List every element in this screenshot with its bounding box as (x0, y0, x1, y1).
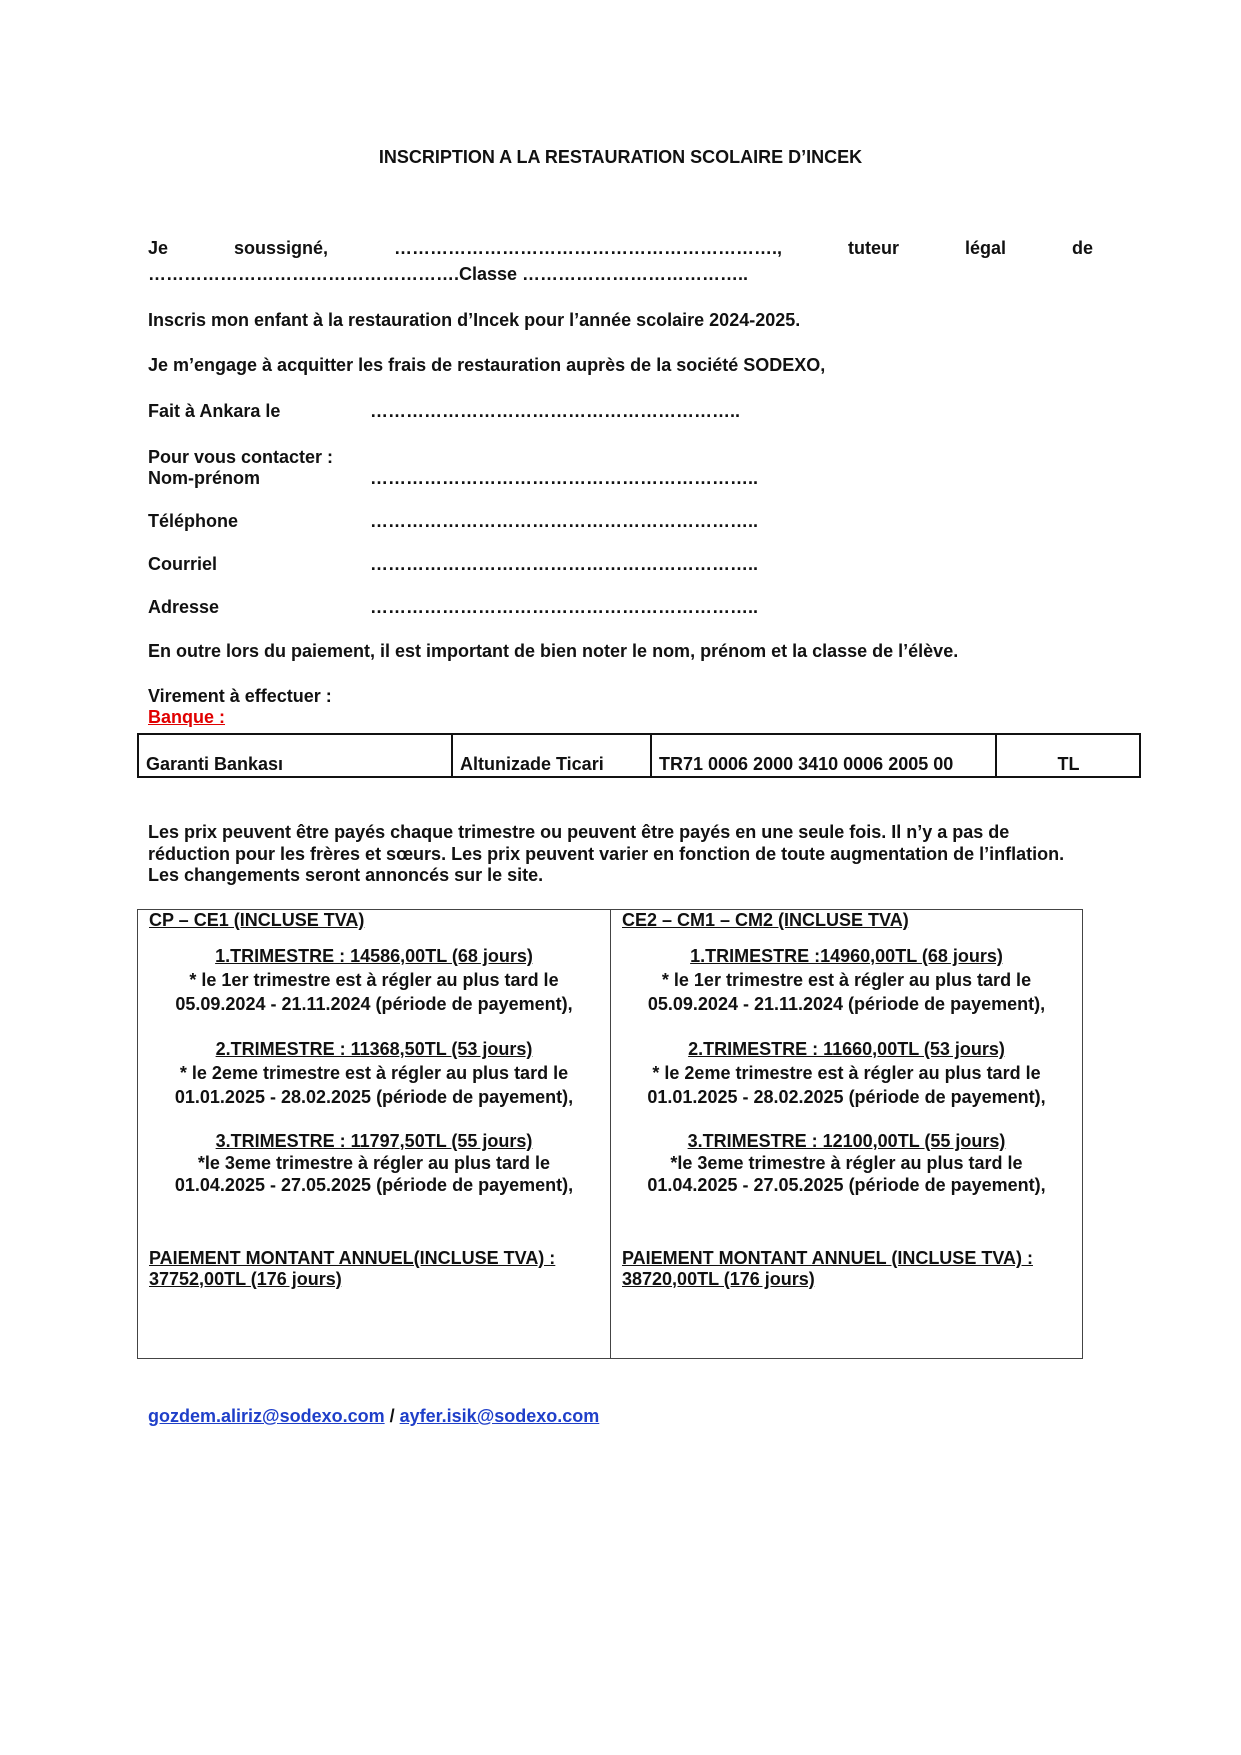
email-field-label: Courriel (148, 554, 218, 574)
transfer-heading: Virement à effectuer : (148, 686, 332, 706)
contact-heading: Pour vous contacter : (148, 447, 334, 467)
term-period: 01.04.2025 - 27.05.2025 (période de payement), (647, 1175, 1046, 1195)
annual-amount (149, 1248, 555, 1290)
phone-field-blank: ……………………………………………………….. (370, 511, 759, 531)
annual-amount (622, 1248, 1033, 1290)
term-period: 05.09.2024 - 21.11.2024 (période de payement), (647, 994, 1046, 1014)
word-tuteur: tuteur (847, 238, 899, 258)
word-de: de (1071, 238, 1093, 258)
bank-name-cell: Garanti Bankası (138, 734, 452, 777)
term-period: 05.09.2024 - 21.11.2024 (période de payement), (175, 994, 573, 1014)
prices-paragraph: Les prix peuvent être payés chaque trimestre ou peuvent être payés en une seule fois. Il n’y a pas de réduction pour les frères et sœurs. Les prix peuvent varier en fonction de toute augmentation de l’inflation. Les changements seront annoncés sur le site. (148, 822, 1065, 885)
term-deadline: * le 1er trimestre est à régler au plus tard le (189, 970, 559, 990)
term-1 (138, 944, 610, 1016)
term-3 (138, 1130, 610, 1196)
term-deadline: * le 1er trimestre est à régler au plus tard le (661, 970, 1032, 990)
annual-label: PAIEMENT MONTANT ANNUEL (INCLUSE TVA) : (622, 1248, 1033, 1268)
term-deadline: *le 3eme trimestre à régler au plus tard le (670, 1153, 1023, 1173)
tariff-header: CE2 – CM1 – CM2 (INCLUSE TVA) (622, 910, 909, 930)
term-1 (611, 944, 1082, 1016)
payment-note: En outre lors du paiement, il est important de bien noter le nom, prénom et la classe de l’élève. (148, 641, 959, 661)
phone-field-label: Téléphone (148, 511, 239, 531)
term-2 (611, 1037, 1082, 1109)
email-separator: / (384, 1406, 400, 1426)
term-period: 01.04.2025 - 27.05.2025 (période de payement), (174, 1175, 574, 1195)
term-title: 3.TRIMESTRE : 11797,50TL (55 jours) (215, 1131, 533, 1151)
commitment-statement: Je m’engage à acquitter les frais de restauration auprès de la société SODEXO, (148, 355, 826, 375)
annual-label: PAIEMENT MONTANT ANNUEL(INCLUSE TVA) : (149, 1248, 556, 1268)
name-field-label: Nom-prénom (148, 468, 260, 488)
term-deadline: * le 2eme trimestre est à régler au plus tard le (652, 1063, 1041, 1083)
word-soussigne: soussigné, (234, 238, 329, 258)
place-date-label: Fait à Ankara le (148, 401, 281, 421)
term-2 (138, 1037, 610, 1109)
child-class-line: …………………………………………….Classe ……………………………….. (148, 264, 749, 284)
place-date-blank: …………………………………………………….. (370, 401, 741, 421)
email-link-ayfer[interactable]: ayfer.isik@sodexo.com (399, 1406, 600, 1426)
term-title: 2.TRIMESTRE : 11660,00TL (53 jours) (688, 1039, 1005, 1059)
term-period: 01.01.2025 - 28.02.2025 (période de payement), (174, 1087, 574, 1107)
term-3 (611, 1130, 1082, 1196)
term-deadline: *le 3eme trimestre à régler au plus tard le (197, 1153, 551, 1173)
bank-label: Banque : (148, 707, 226, 727)
iban-cell: TR71 0006 2000 3410 0006 2005 00 (651, 734, 996, 777)
name-blank: ………………………………………………………., (394, 238, 783, 258)
word-legal: légal (964, 238, 1006, 258)
term-title: 1.TRIMESTRE : 14586,00TL (68 jours) (215, 946, 533, 966)
address-field-blank: ……………………………………………………….. (370, 597, 759, 617)
tariff-header: CP – CE1 (INCLUSE TVA) (149, 910, 365, 930)
term-period: 01.01.2025 - 28.02.2025 (période de payement), (647, 1087, 1046, 1107)
email-field-blank: ……………………………………………………….. (370, 554, 759, 574)
tariff-box-cp-ce1 (137, 909, 611, 1359)
undersigned-line (148, 238, 1093, 259)
annual-value: 37752,00TL (176 jours) (149, 1269, 342, 1289)
tariff-box-ce2-cm2 (610, 909, 1083, 1359)
email-link-gozdem[interactable]: gozdem.aliriz@sodexo.com (148, 1406, 385, 1426)
term-title: 3.TRIMESTRE : 12100,00TL (55 jours) (687, 1131, 1006, 1151)
currency-cell: TL (996, 734, 1140, 777)
address-field-label: Adresse (148, 597, 220, 617)
enroll-statement: Inscris mon enfant à la restauration d’Incek pour l’année scolaire 2024-2025. (148, 310, 801, 330)
contact-emails (148, 1406, 599, 1427)
name-field-blank: ……………………………………………………….. (370, 468, 759, 488)
term-title: 2.TRIMESTRE : 11368,50TL (53 jours) (215, 1039, 533, 1059)
branch-cell: Altunizade Ticari (452, 734, 651, 777)
term-title: 1.TRIMESTRE :14960,00TL (68 jours) (690, 946, 1003, 966)
term-deadline: * le 2eme trimestre est à régler au plus tard le (179, 1063, 569, 1083)
document-title: INSCRIPTION A LA RESTAURATION SCOLAIRE D’INCEK (378, 147, 863, 167)
table-row (138, 734, 1140, 777)
annual-value: 38720,00TL (176 jours) (622, 1269, 815, 1289)
word-je: Je (148, 238, 169, 258)
bank-details-table (137, 733, 1141, 778)
